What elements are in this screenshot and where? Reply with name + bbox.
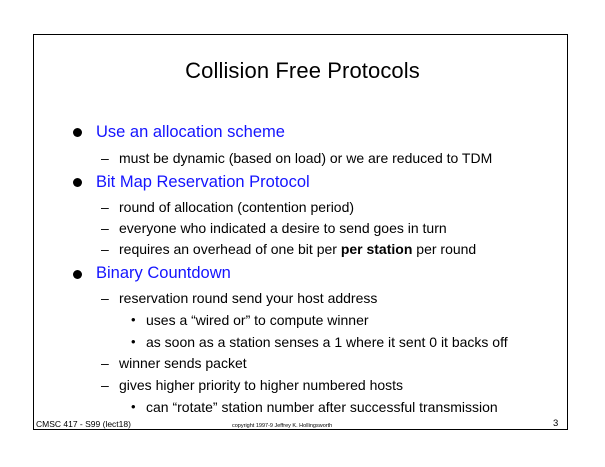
sub-bullet: round of allocation (contention period) [119,199,355,215]
dash-marker: – [101,290,109,306]
sub-bullet: winner sends packet [119,355,247,371]
sub-bullet-bold: per station [340,241,413,257]
sub-sub-marker: • [131,399,136,414]
sub-sub-bullet: can “rotate” station number after successful transmission [146,399,498,415]
sub-sub-marker: • [131,312,136,327]
footer-course: CMSC 417 - S99 (lect18) [36,419,131,429]
sub-bullet-text: per round [412,241,477,257]
sub-bullet [119,241,476,257]
bullet-dot [73,128,82,137]
bullet-dot [73,270,82,279]
dash-marker: – [101,220,109,236]
slide-title: Collision Free Protocols [185,58,420,83]
page-number: 3 [553,418,559,429]
sub-bullet: gives higher priority to higher numbered hosts [119,377,404,393]
sub-bullet: must be dynamic (based on load) or we are reduced to TDM [119,150,493,166]
sub-bullet: everyone who indicated a desire to send goes in turn [119,220,447,236]
dash-marker: – [101,377,109,393]
bullet-heading: Bit Map Reservation Protocol [96,173,310,191]
dash-marker: – [101,241,109,257]
bullet-dot [73,178,82,187]
dash-marker: – [101,150,109,166]
footer-copyright: copyright 1997-9 Jeffrey K. Hollingsworth [232,423,333,429]
sub-bullet: reservation round send your host address [119,290,378,306]
sub-sub-bullet: as soon as a station senses a 1 where it sent 0 it backs off [146,334,508,350]
sub-sub-marker: • [131,334,136,349]
sub-bullet-text: requires an overhead of one bit per [119,241,341,257]
dash-marker: – [101,355,109,371]
bullet-heading: Binary Countdown [96,264,231,282]
dash-marker: – [101,199,109,215]
sub-sub-bullet: uses a “wired or” to compute winner [146,312,369,328]
bullet-heading: Use an allocation scheme [96,123,285,141]
